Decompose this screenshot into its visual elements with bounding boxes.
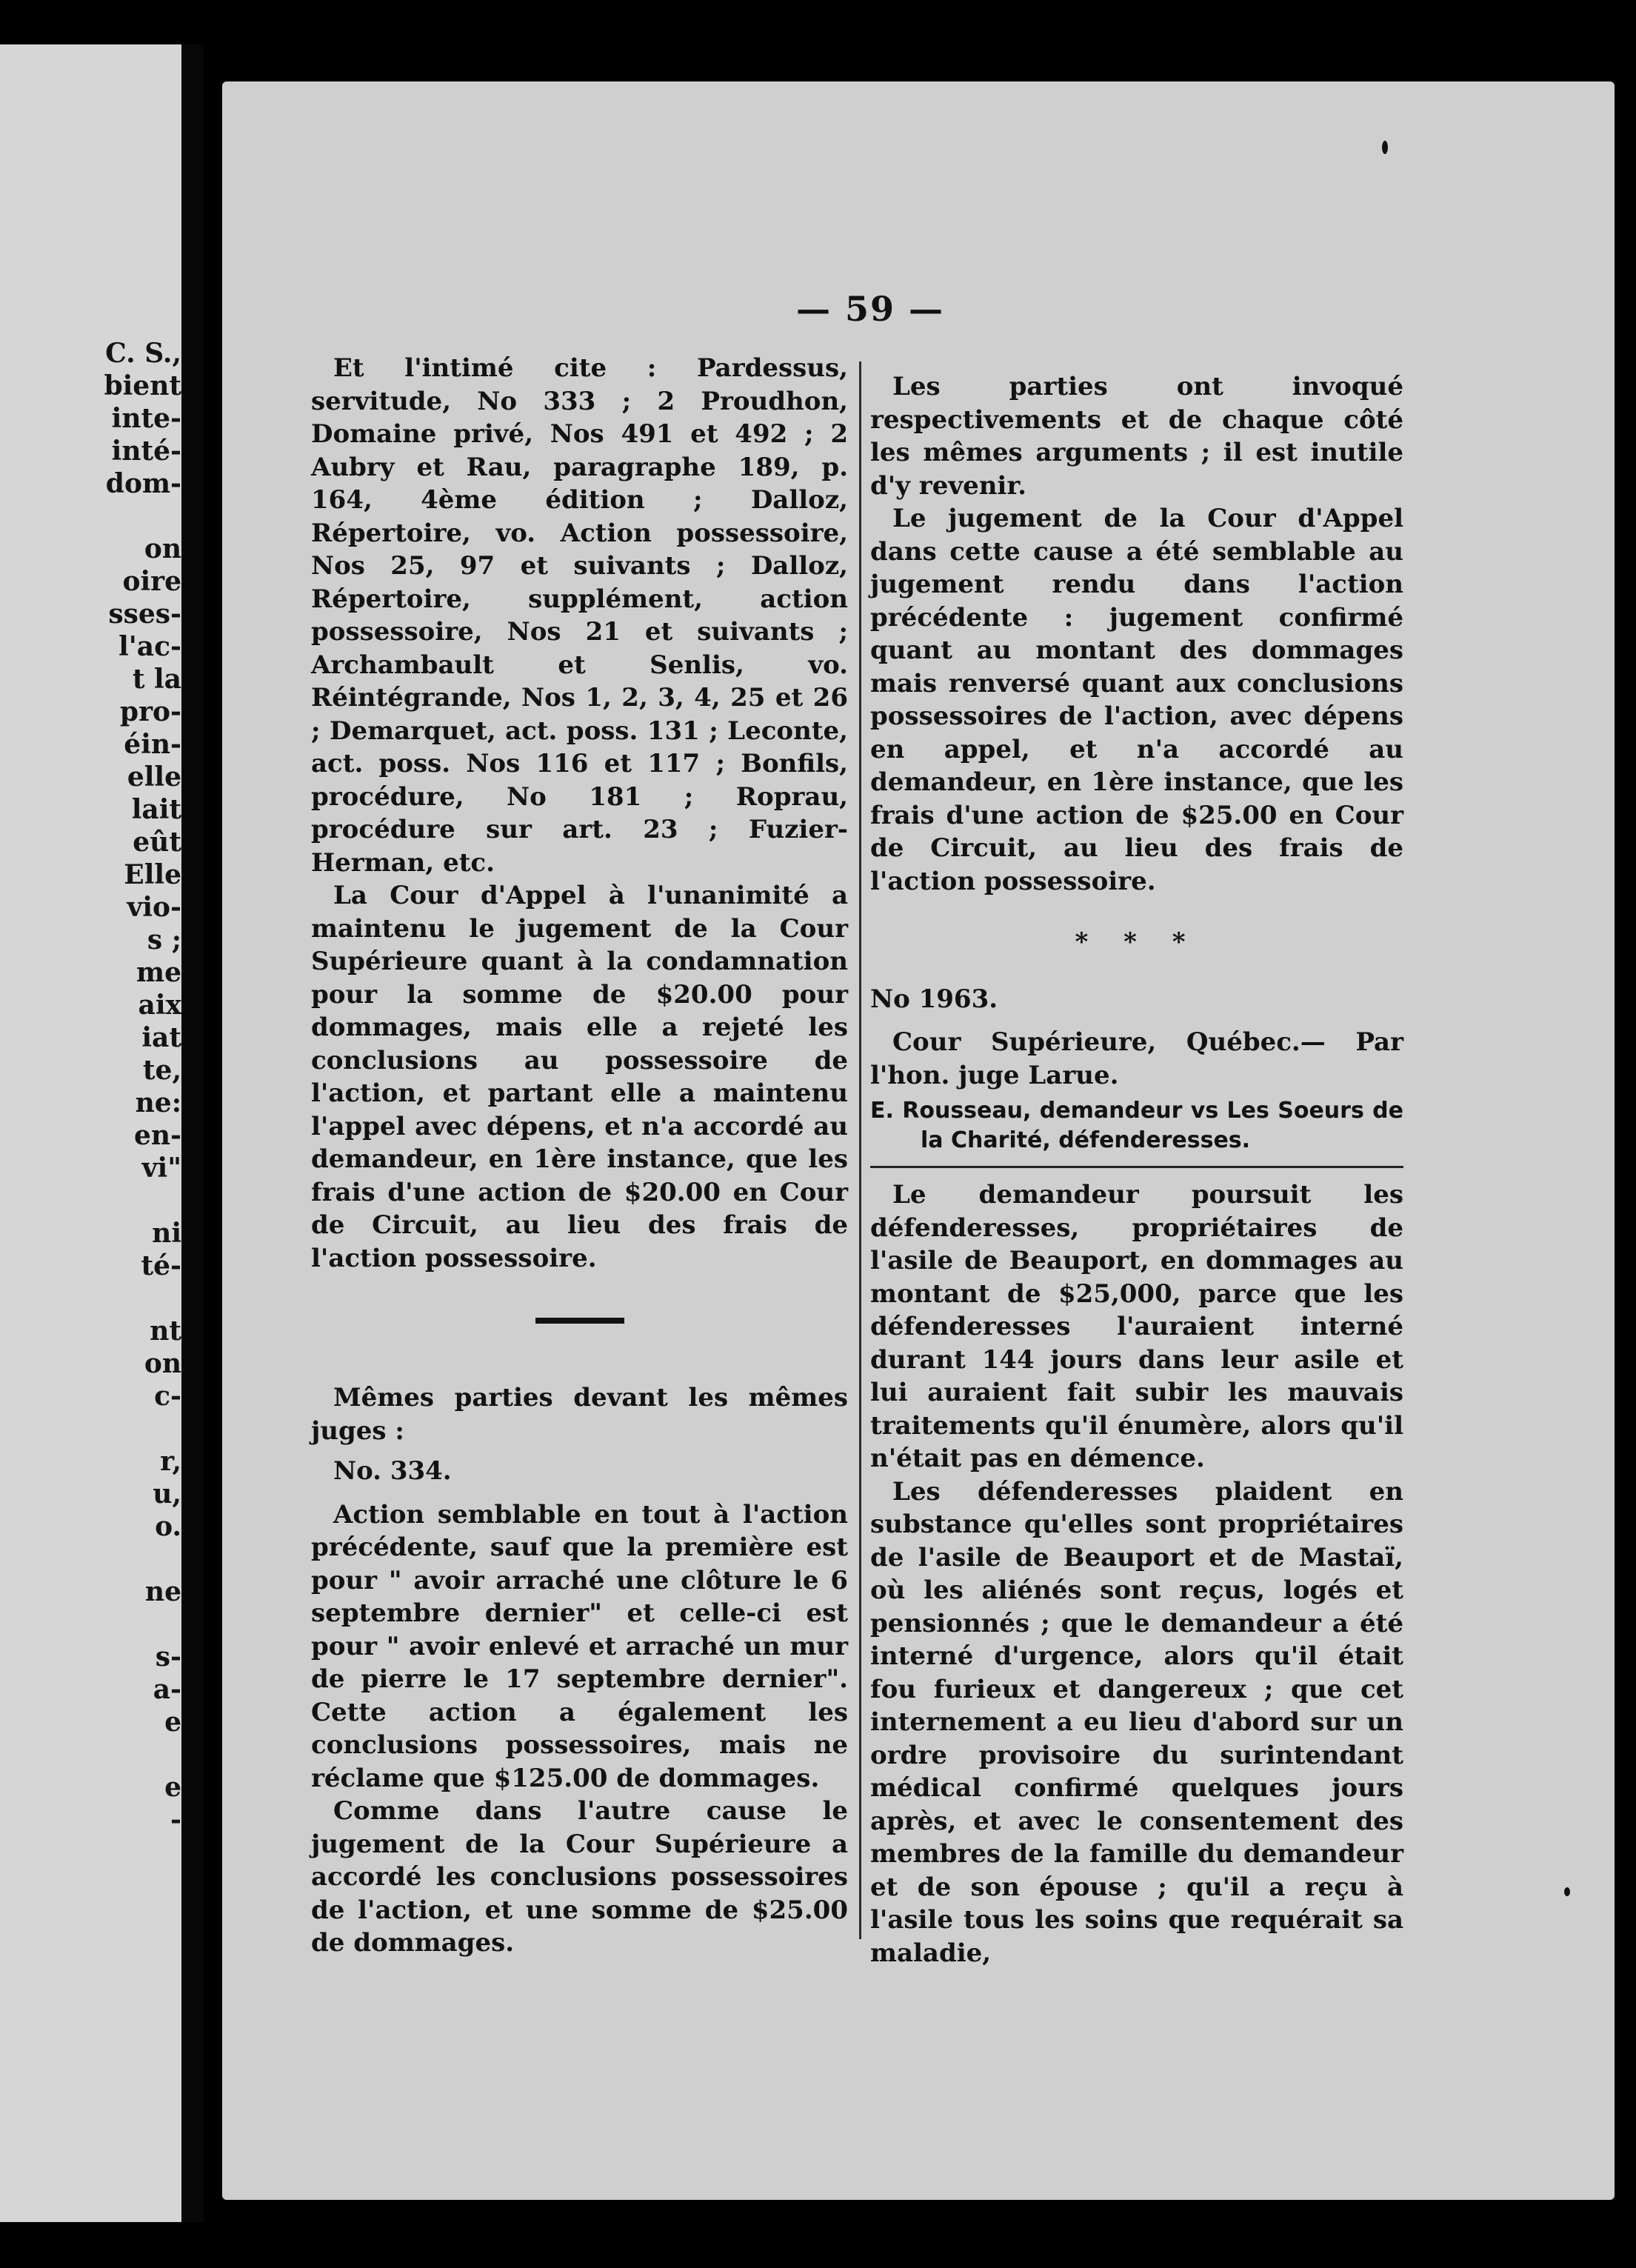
left-page-text-fragment: t la <box>132 664 181 695</box>
left-page-text-fragment: dom- <box>105 468 181 499</box>
case-number-1963: No 1963. <box>870 984 998 1014</box>
left-page-text-fragment: en- <box>133 1120 181 1151</box>
left-page-text-fragment: aix <box>138 990 181 1021</box>
left-page-text-fragment: oire <box>122 566 181 597</box>
left-page-text-fragment: vio- <box>127 892 181 923</box>
scan-speck <box>1382 141 1388 154</box>
left-page-text-fragment: inté- <box>111 436 181 467</box>
left-page-text-fragment: on <box>144 533 181 564</box>
left-page-text-fragment: pro- <box>119 696 181 727</box>
left-page-text-fragment: ne <box>144 1576 181 1607</box>
ruling-paragraph: La Cour d'Appel à l'unanimité a maintenu le jugement de la Cour Supérieure quant à la condamnation pour la somme de $20.00 pour dommages, mais elle a rejeté les conclusions au possessoire de l'action, et partant elle a maintenu l'appel avec dépens, et n'a accordé au demandeur, en 1ère instance, que les frais d'une action de $20.00 en Cour de Circuit, au lieu des frais de l'action possessoire. <box>311 881 848 1273</box>
left-page-text-fragment: a- <box>153 1674 181 1705</box>
court-line: Cour Supérieure, Québec.— Par l'hon. juge Larue. <box>870 1027 1403 1090</box>
parties-divider <box>870 1166 1403 1168</box>
left-column <box>311 352 848 1960</box>
left-page-text-fragment: nt <box>150 1315 181 1347</box>
left-page-text-fragment: lait <box>131 794 181 825</box>
left-page-text-fragment: l'ac- <box>118 631 181 662</box>
appeal-judgment-paragraph: Le jugement de la Cour d'Appel dans cette cause a été semblable au jugement rendu dans l'action précédente : jugement confirmé quant au montant des dommages mais renversé quant aux conclusions possessoires de l'action, avec dépens en appel, et n'a accordé au demandeur, en 1ère instance, que les frais d'une action de $25.00 en Cour de Circuit, au lieu des frais de l'action possessoire. <box>870 504 1403 896</box>
judgment-paragraph: Comme dans l'autre cause le jugement de la Cour Supérieure a accordé les conclusions possessoires de l'action, et une somme de $25.00 de dommages. <box>311 1796 848 1958</box>
arguments-paragraph: Les parties ont invoqué respectivements et de chaque côté les mêmes arguments ; il est inutile d'y revenir. <box>870 372 1403 501</box>
left-page-text-fragment: r, <box>160 1446 181 1477</box>
left-page-text-fragment: elle <box>127 761 181 793</box>
left-page-text-fragment: u, <box>153 1478 181 1510</box>
left-page-text-fragment: e <box>164 1772 181 1803</box>
same-parties-heading: Mêmes parties devant les mêmes juges : <box>311 1383 848 1446</box>
defense-paragraph: Les défenderesses plaident en substance qu'elles sont propriétaires de l'asile de Beauport et de Mastaï, où les aliénés sont reçus, logés et pensionnés ; que le demandeur a été interné d'urgence, alors qu'il était fou furieux et dangereux ; que cet internement a eu lieu d'abord sur un ordre provisoire du surintendant médical confirmé quelques jours après, et avec le consentement des membres de la famille du demandeur et de son épouse ; qu'il a reçu à l'asile tous les soins que requérait sa maladie, <box>870 1476 1403 1968</box>
left-page-text-fragment: vi" <box>141 1153 181 1184</box>
left-page-text-fragment: eût <box>133 827 181 858</box>
left-page-text-fragment: on <box>144 1348 181 1379</box>
left-page-text-fragment: me <box>136 957 181 988</box>
left-page-text-fragment: Elle <box>124 859 181 890</box>
claim-paragraph: Le demandeur poursuit les défenderesses, propriétaires de l'asile de Beauport, en dommages au montant de $25,000, parce que les défenderesses l'auraient interné durant 144 jours dans leur asile et lui auraient fait subir les mauvais traitements qu'il énumère, alors qu'il n'était pas en démence. <box>870 1180 1403 1473</box>
scan-speck <box>1564 1887 1570 1896</box>
left-page-text-fragment: té- <box>141 1250 181 1281</box>
left-page-text-fragment: - <box>170 1804 181 1835</box>
binding-gutter <box>181 44 204 2222</box>
left-page-text-fragment: éin- <box>124 729 181 760</box>
case-number: No. 334. <box>333 1456 452 1486</box>
left-page-text-fragment: ni <box>152 1218 181 1249</box>
adjacent-page-fragment <box>0 44 181 2222</box>
action-paragraph: Action semblable en tout à l'action précédente, sauf que la première est pour " avoir arraché une clôture le 6 septembre dernier" et celle-ci est pour " avoir enlevé et arraché un mur de pierre le 17 septembre dernier". Cette action a également les conclusions possessoires, mais ne réclame que $125.00 de dommages. <box>311 1499 848 1793</box>
left-page-text-fragment: e <box>164 1707 181 1738</box>
section-stars: * * * <box>1075 927 1199 957</box>
left-page-text-fragment: inte- <box>111 403 181 434</box>
left-page-text-fragment: s ; <box>147 924 181 955</box>
left-page-text-fragment: ne: <box>135 1087 181 1118</box>
left-page-text-fragment: iat <box>141 1022 181 1053</box>
left-page-text-fragment: s- <box>155 1641 181 1672</box>
section-separator <box>535 1318 624 1324</box>
column-rule <box>859 361 861 1939</box>
right-column <box>870 370 1403 1970</box>
left-page-text-fragment: te, <box>142 1055 181 1086</box>
left-page-text-fragment: o. <box>155 1511 181 1542</box>
page-number: — 59 — <box>796 289 945 329</box>
left-page-text-fragment: c- <box>154 1381 181 1412</box>
left-page-text-fragment: C. S., <box>105 338 181 369</box>
left-page-text-fragment: sses- <box>108 598 181 630</box>
parties-line: E. Rousseau, demandeur vs Les Soeurs de la Charité, défenderesses. <box>870 1098 1403 1153</box>
left-page-text-fragment: bient <box>104 370 181 401</box>
citation-paragraph: Et l'intimé cite : Pardessus, servitude, No 333 ; 2 Proudhon, Domaine privé, Nos 491 et 492 ; 2 Aubry et Rau, paragraphe 189, p. 164, 4ème édition ; Dalloz, Répertoire, vo. Action possessoire, Nos 25, 97 et suivants ; Dalloz, Répertoire, supplément, action possessoire, Nos 21 et suivants ; Archambault et Senlis, vo. Réintégrande, Nos 1, 2, 3, 4, 25 et 26 ; Demarquet, act. poss. 131 ; Leconte, act. poss. Nos 116 et 117 ; Bonfils, procédure, No 181 ; Roprau, procédure sur art. 23 ; Fuzier-Herman, etc. <box>311 353 848 878</box>
